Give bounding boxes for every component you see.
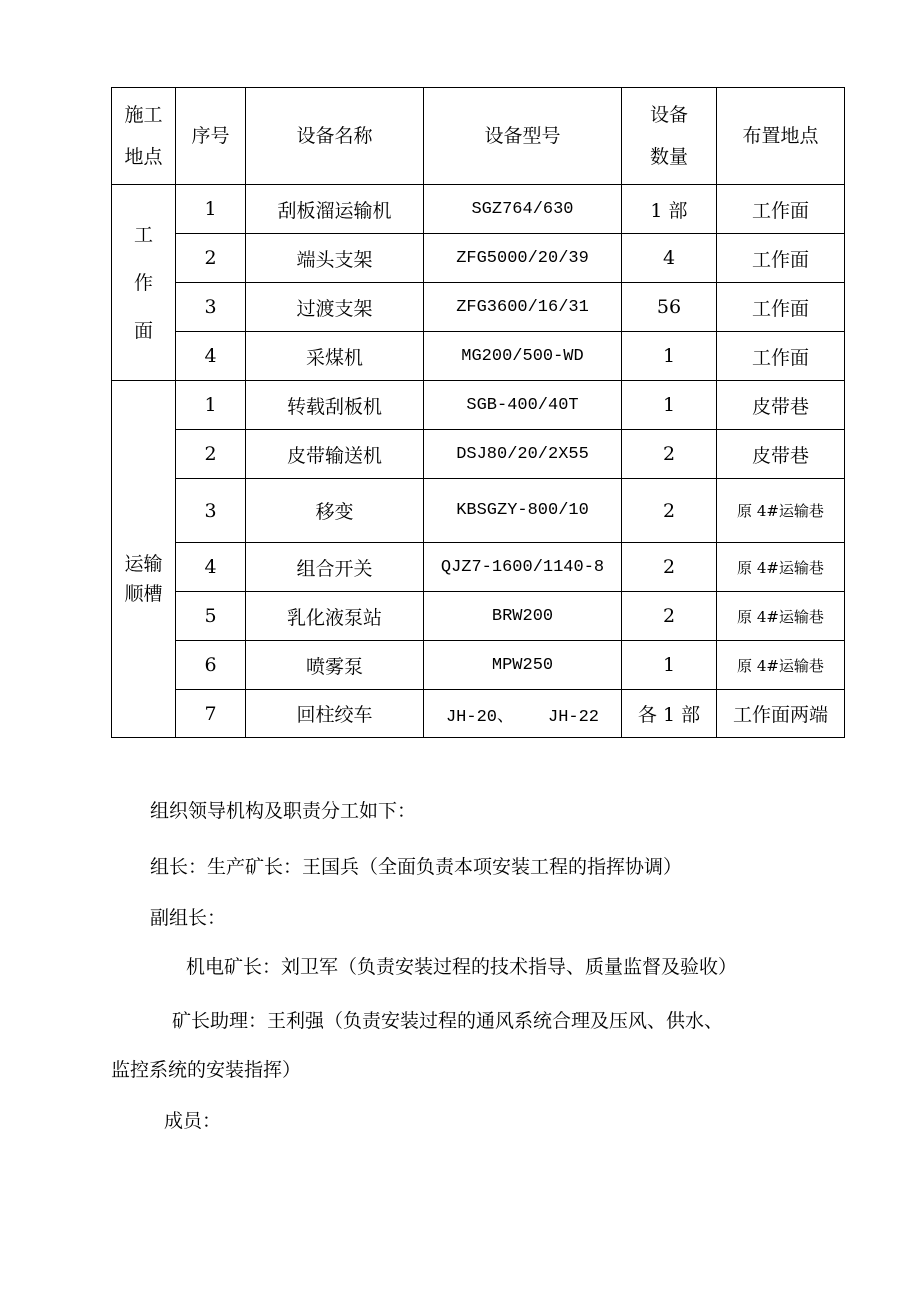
- cell-location: 工作面两端: [717, 690, 845, 738]
- header-no: 序号: [176, 88, 246, 185]
- site-cell-transport-gateway: 运输 顺槽: [112, 381, 176, 738]
- cell-qty: 2: [622, 592, 717, 641]
- table-row: [112, 543, 845, 592]
- cell-qty: 1: [622, 332, 717, 381]
- model-part-b: JH-22: [548, 707, 600, 727]
- cell-model: MG200/500-WD: [424, 332, 622, 381]
- table-row: [112, 234, 845, 283]
- header-name: 设备名称: [246, 88, 424, 185]
- cell-no: 2: [176, 234, 246, 283]
- cell-no: 1: [176, 185, 246, 234]
- cell-no: 1: [176, 381, 246, 430]
- model-part-a: JH-20、: [445, 707, 514, 727]
- table-row: [112, 641, 845, 690]
- cell-model: SGZ764/630: [424, 185, 622, 234]
- table-row: [112, 332, 845, 381]
- cell-qty: 2: [622, 430, 717, 479]
- header-qty: 设备 数量: [622, 88, 717, 185]
- cell-no: 4: [176, 332, 246, 381]
- equipment-table: [111, 87, 845, 738]
- paragraph-deputy-leader: 副组长：: [150, 907, 227, 929]
- cell-location: 工作面: [717, 283, 845, 332]
- header-location: 布置地点: [717, 88, 845, 185]
- paragraph-mech-manager: 机电矿长：刘卫军（负责安装过程的技术指导、质量监督及验收）: [186, 956, 738, 978]
- cell-qty: 1: [622, 641, 717, 690]
- table-row: [112, 381, 845, 430]
- paragraph-assistant-manager: 矿长助理：王利强（负责安装过程的通风系统合理及压风、供水、: [172, 1010, 724, 1032]
- table-row: [112, 283, 845, 332]
- cell-no: 3: [176, 479, 246, 543]
- cell-name: 皮带输送机: [246, 430, 424, 479]
- cell-no: 2: [176, 430, 246, 479]
- paragraph-assistant-manager-cont: 监控系统的安装指挥）: [111, 1059, 302, 1081]
- cell-qty: 2: [622, 479, 717, 543]
- paragraph-members: 成员：: [164, 1110, 222, 1132]
- cell-model: BRW200: [424, 592, 622, 641]
- header-model: 设备型号: [424, 88, 622, 185]
- table-header-row: [112, 88, 845, 185]
- cell-name: 乳化液泵站: [246, 592, 424, 641]
- cell-qty: 56: [622, 283, 717, 332]
- cell-no: 4: [176, 543, 246, 592]
- cell-name: 刮板溜运输机: [246, 185, 424, 234]
- cell-location: 原 4#运输巷: [717, 592, 845, 641]
- table-row: [112, 479, 845, 543]
- paragraph-org-intro: 组织领导机构及职责分工如下：: [150, 800, 417, 822]
- paragraph-team-leader: 组长：生产矿长：王国兵（全面负责本项安装工程的指挥协调）: [150, 856, 683, 878]
- cell-no: 3: [176, 283, 246, 332]
- cell-qty: 4: [622, 234, 717, 283]
- cell-name: 喷雾泵: [246, 641, 424, 690]
- cell-no: 6: [176, 641, 246, 690]
- cell-location: 工作面: [717, 234, 845, 283]
- cell-model: [424, 690, 622, 738]
- table-row: [112, 185, 845, 234]
- table-row: [112, 592, 845, 641]
- cell-no: 7: [176, 690, 246, 738]
- cell-qty: 2: [622, 543, 717, 592]
- cell-name: 采煤机: [246, 332, 424, 381]
- cell-qty: 1: [622, 381, 717, 430]
- cell-location: 原 4#运输巷: [717, 641, 845, 690]
- table-row: [112, 690, 845, 738]
- table-row: [112, 430, 845, 479]
- cell-qty: 各 1 部: [622, 690, 717, 738]
- cell-location: 原 4#运输巷: [717, 479, 845, 543]
- cell-qty: 1 部: [622, 185, 717, 234]
- cell-location: 工作面: [717, 185, 845, 234]
- cell-no: 5: [176, 592, 246, 641]
- cell-name: 端头支架: [246, 234, 424, 283]
- site-cell-working-face: 工 作 面: [112, 185, 176, 381]
- cell-name: 回柱绞车: [246, 690, 424, 738]
- cell-model: ZFG3600/16/31: [424, 283, 622, 332]
- cell-model: KBSGZY-800/10: [424, 479, 622, 543]
- cell-model: QJZ7-1600/1140-8: [424, 543, 622, 592]
- cell-location: 原 4#运输巷: [717, 543, 845, 592]
- cell-name: 移变: [246, 479, 424, 543]
- cell-location: 工作面: [717, 332, 845, 381]
- cell-location: 皮带巷: [717, 430, 845, 479]
- header-site: 施工 地点: [112, 88, 176, 185]
- cell-model: MPW250: [424, 641, 622, 690]
- cell-model: SGB-400/40T: [424, 381, 622, 430]
- cell-name: 转载刮板机: [246, 381, 424, 430]
- cell-model: DSJ80/20/2X55: [424, 430, 622, 479]
- cell-location: 皮带巷: [717, 381, 845, 430]
- cell-name: 过渡支架: [246, 283, 424, 332]
- cell-name: 组合开关: [246, 543, 424, 592]
- cell-model: ZFG5000/20/39: [424, 234, 622, 283]
